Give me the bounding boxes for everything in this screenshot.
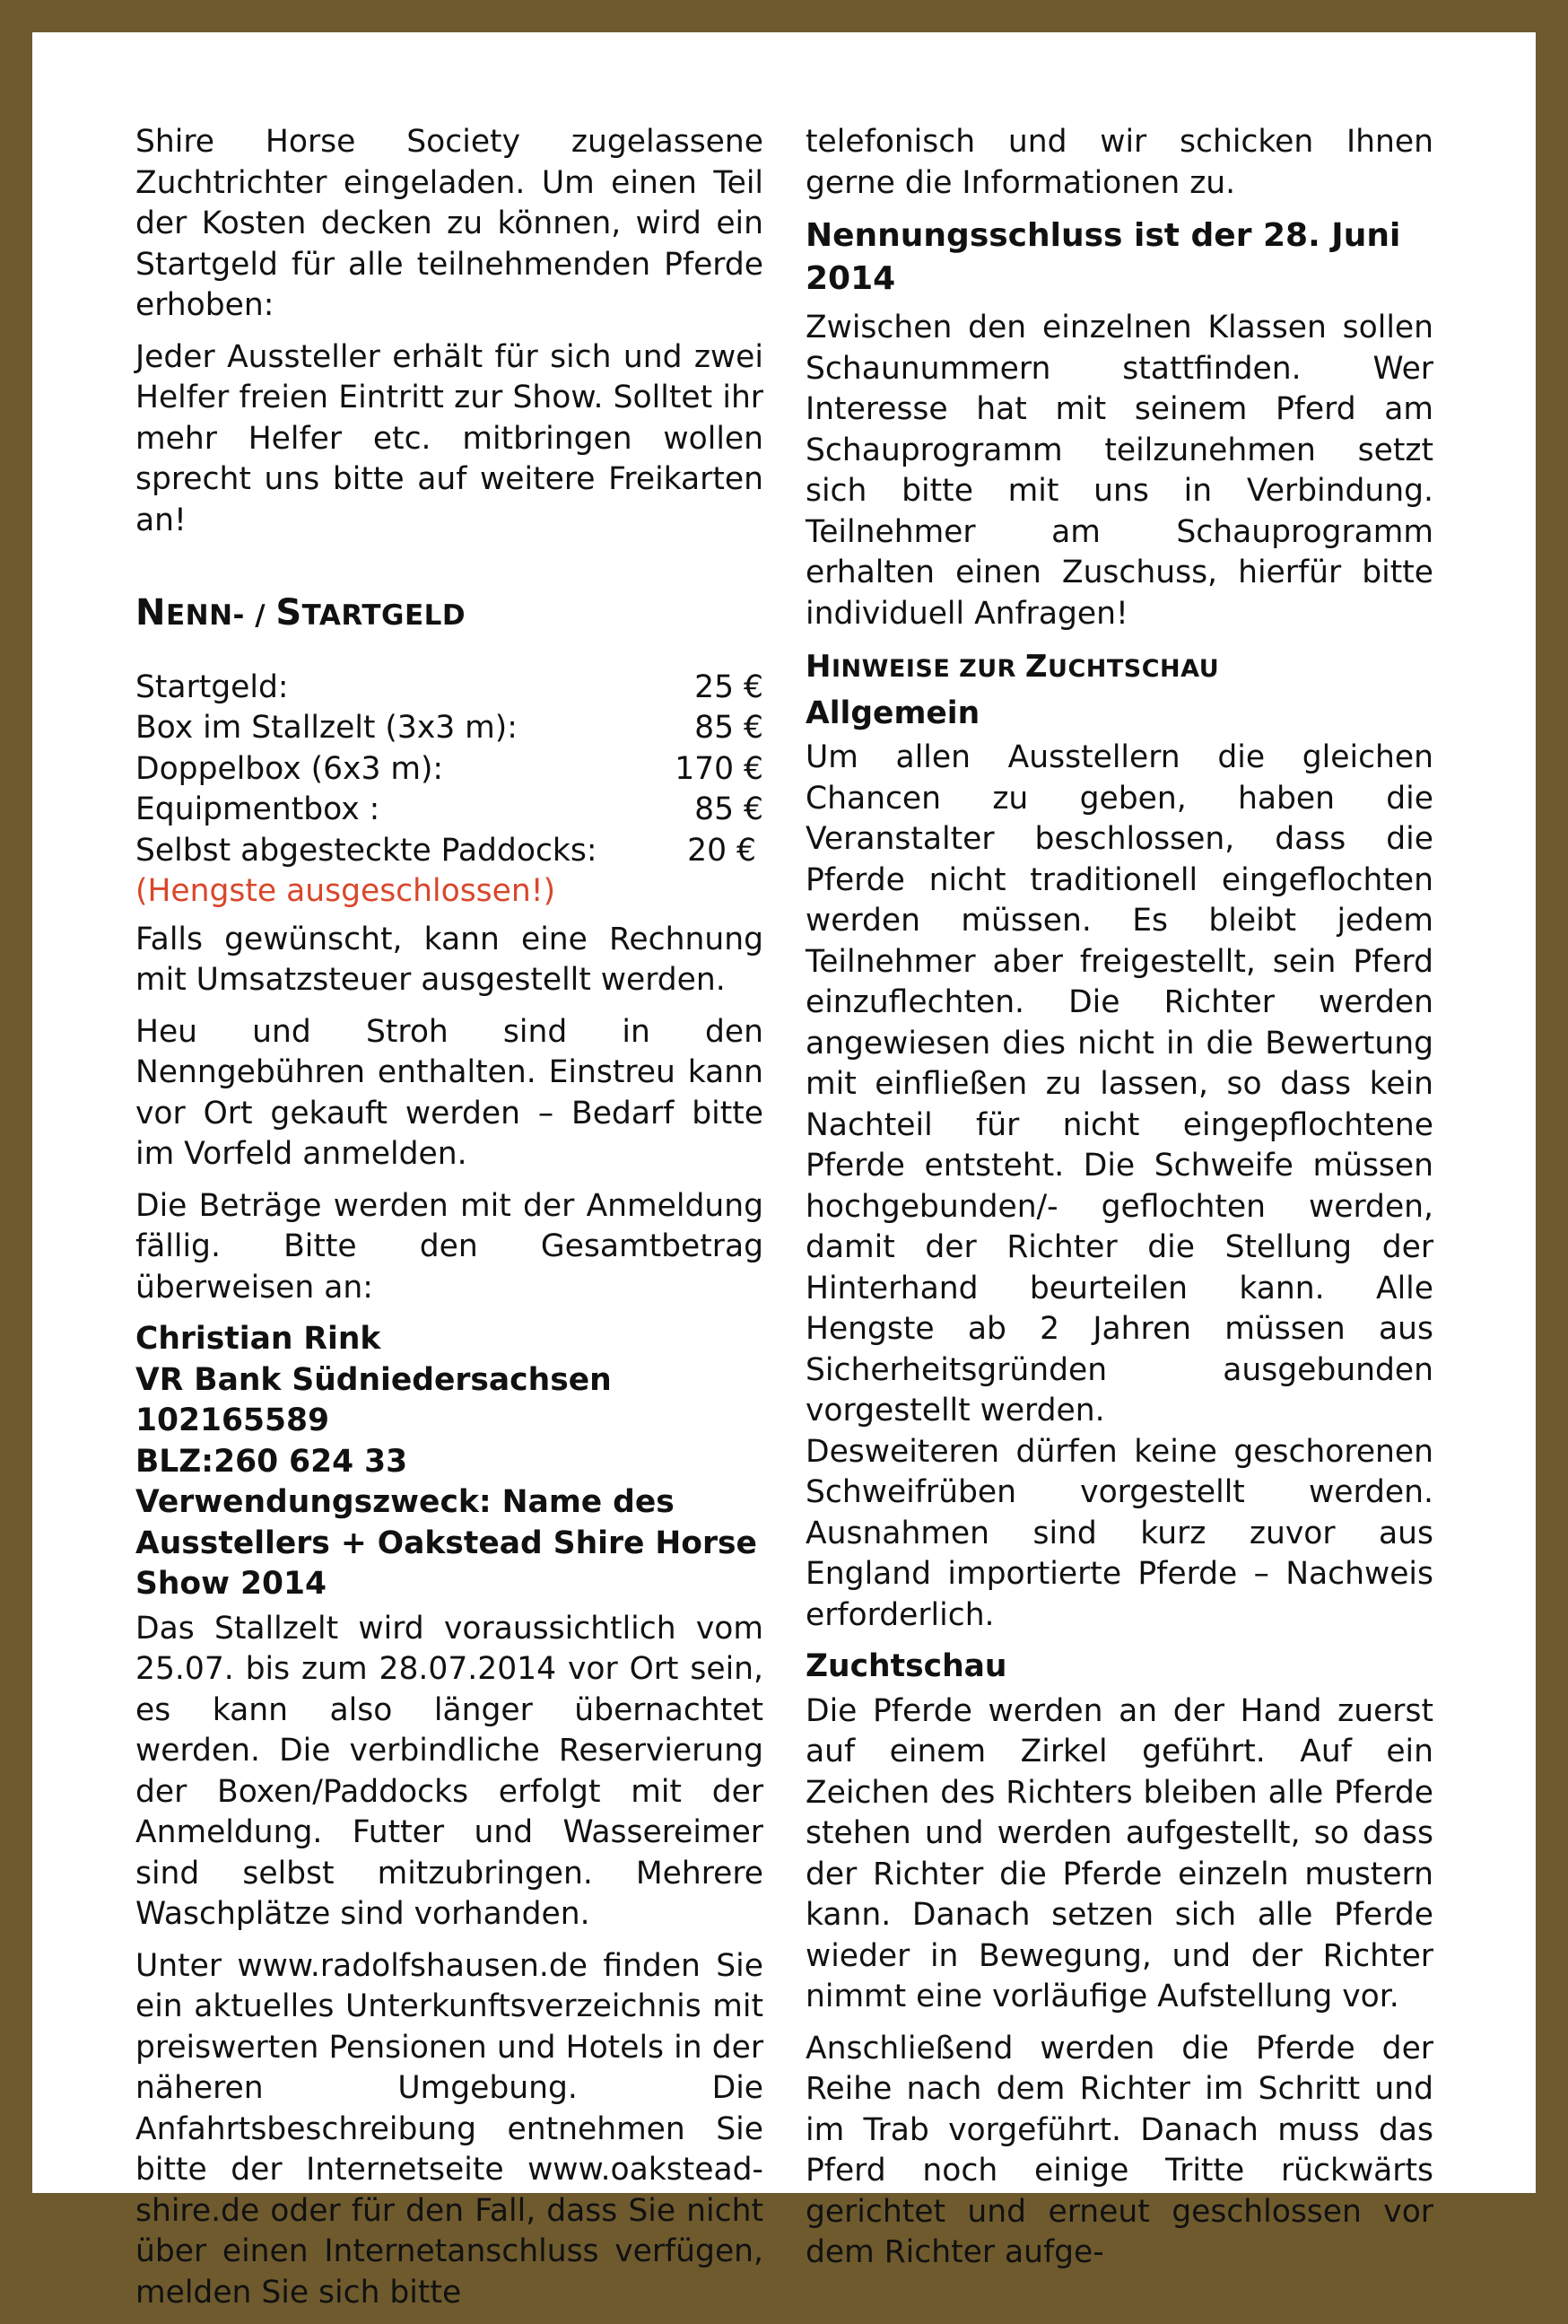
paragraph: telefonisch und wir schicken Ihnen gerne die Informationen zu. — [806, 124, 1433, 201]
bank-account: VR Bank Südniedersachsen 102165589 — [135, 1361, 612, 1438]
fee-row — [135, 790, 763, 831]
fee-row — [135, 749, 763, 791]
bank-code: BLZ:260 624 33 — [135, 1443, 408, 1480]
fee-label: Startgeld: — [135, 668, 289, 705]
fee-row — [135, 708, 763, 749]
payment-purpose: Verwendungszweck: Name des Ausstellers + Oakstead Shire Horse Show 2014 — [135, 1484, 757, 1602]
page-sheet — [32, 32, 1536, 2311]
paragraph: Falls gewünscht, kann eine Rechnung mit Umsatzsteuer ausgestellt werden. — [135, 921, 763, 998]
right-column — [806, 122, 1433, 2285]
paragraph: Shire Horse Society zugelassene Zuchtrichter eingeladen. Um einen Teil der Kosten decken zu können, wird ein Startgeld für alle teilnehmenden Pferde erhoben: — [135, 124, 763, 323]
subheading-zuchtschau: Zuchtschau — [806, 1648, 1007, 1684]
paragraph: Das Stallzelt wird voraussichtlich vom 25.07. bis zum 28.07.2014 vor Ort sein, es kann also länger übernachtet werden. Die verbindliche Reservierung der Boxen/Paddocks erfolgt mit der Anmeldung. Futter und Wassereimer sind selbst mitzubringen. Mehrere Waschplätze sind vorhanden. — [135, 1610, 763, 1932]
fee-amount: 25 € — [694, 668, 763, 705]
paragraph: Zwischen den einzelnen Klassen sollen Schaunummern stattfinden. Wer Interesse hat mit seinem Pferd am Schauprogramm teilzunehmen setzt sich bitte mit uns in Verbindung. Teilnehmer am Schauprogramm erhalten einen Zuschuss, hierfür bitte individuell Anfragen! — [806, 310, 1433, 632]
fee-row — [135, 668, 763, 709]
paragraph: Anschließend werden die Pferde der Reihe nach dem Richter im Schritt und im Trab vorgeführt. Danach muss das Pferd noch einige Tritte rückwärts gerichtet und erneut geschlossen vor dem Richter aufge- — [806, 2030, 1433, 2270]
paragraph: Jeder Aussteller erhält für sich und zwei Helfer freien Eintritt zur Show. Solltet ihr mehr Helfer etc. mitbringen wollen sprecht uns bitte auf weitere Freikarten an! — [135, 338, 763, 538]
fee-label: Box im Stallzelt (3x3 m): — [135, 710, 518, 746]
deadline-heading: Nennungsschluss ist der 28. Juni 2014 — [806, 217, 1401, 297]
fee-row — [135, 831, 763, 872]
bank-details — [135, 1319, 763, 1605]
left-column — [135, 122, 763, 2324]
paragraph: Die Pferde werden an der Hand zuerst auf einem Zirkel geführt. Auf ein Zeichen des Richters bleiben alle Pferde stehen und werden aufgestellt, so dass der Richter die Pferde einzeln mustern kann. Danach setzen sich alle Pferde wieder in Bewegung, und der Richter nimmt eine vorläufige Aufstellung vor. — [806, 1692, 1433, 2014]
fee-label: Equipmentbox : — [135, 791, 380, 827]
section-heading-startgeld: NENN- / STARTGELD — [135, 592, 466, 633]
fee-note: (Hengste ausgeschlossen!) — [135, 873, 556, 909]
fee-amount: 85 € — [694, 710, 763, 746]
fee-label: Doppelbox (6x3 m): — [135, 750, 444, 787]
fee-label: Selbst abgesteckte Paddocks: — [135, 832, 597, 869]
section-heading-hinweise: HINWEISE ZUR ZUCHTSCHAU — [806, 649, 1220, 685]
fee-amount: 20 € — [687, 832, 756, 869]
paragraph: Desweiteren dürfen keine geschorenen Schweifrüben vorgestellt werden. Ausnahmen sind kurz zuvor aus England importierte Pferde – Nachweis erforderlich. — [806, 1433, 1433, 1633]
paragraph: Unter www.radolfshausen.de finden Sie ein aktuelles Unterkunftsverzeichnis mit preiswerten Pensionen und Hotels in der näheren Umgebung. Die Anfahrtsbeschreibung entnehmen Sie bitte der Internetseite www.oakstead-shire.de oder für den Fall, dass Sie nicht über einen Internetanschluss verfügen, melden Sie sich bitte — [135, 1947, 763, 2311]
paragraph: Heu und Stroh sind in den Nenngebühren enthalten. Einstreu kann vor Ort gekauft werden – Bedarf bitte im Vorfeld anmelden. — [135, 1013, 763, 1172]
account-holder: Christian Rink — [135, 1321, 381, 1357]
subheading-allgemein: Allgemein — [806, 695, 980, 731]
fee-table — [135, 668, 763, 913]
fee-amount: 85 € — [694, 791, 763, 827]
paragraph: Um allen Ausstellern die gleichen Chancen zu geben, haben die Veranstalter beschlossen, dass die Pferde nicht traditionell eingeflochten werden müssen. Es bleibt jedem Teilnehmer aber freigestellt, sein Pferd einzuflechten. Die Richter werden angewiesen dies nicht in die Bewertung mit einfließen zu lassen, so dass kein Nachteil für nicht eingepflochtene Pferde entsteht. Die Schweife müssen hochgebunden/- geflochten werden, damit der Richter die Stellung der Hinterhand beurteilen kann. Alle Hengste ab 2 Jahren müssen aus Sicherheitsgründen ausgebunden vorgestellt werden. — [806, 739, 1433, 1428]
paragraph: Die Beträge werden mit der Anmeldung fällig. Bitte den Gesamtbetrag überweisen an: — [135, 1187, 763, 1306]
fee-amount: 170 € — [675, 750, 763, 787]
